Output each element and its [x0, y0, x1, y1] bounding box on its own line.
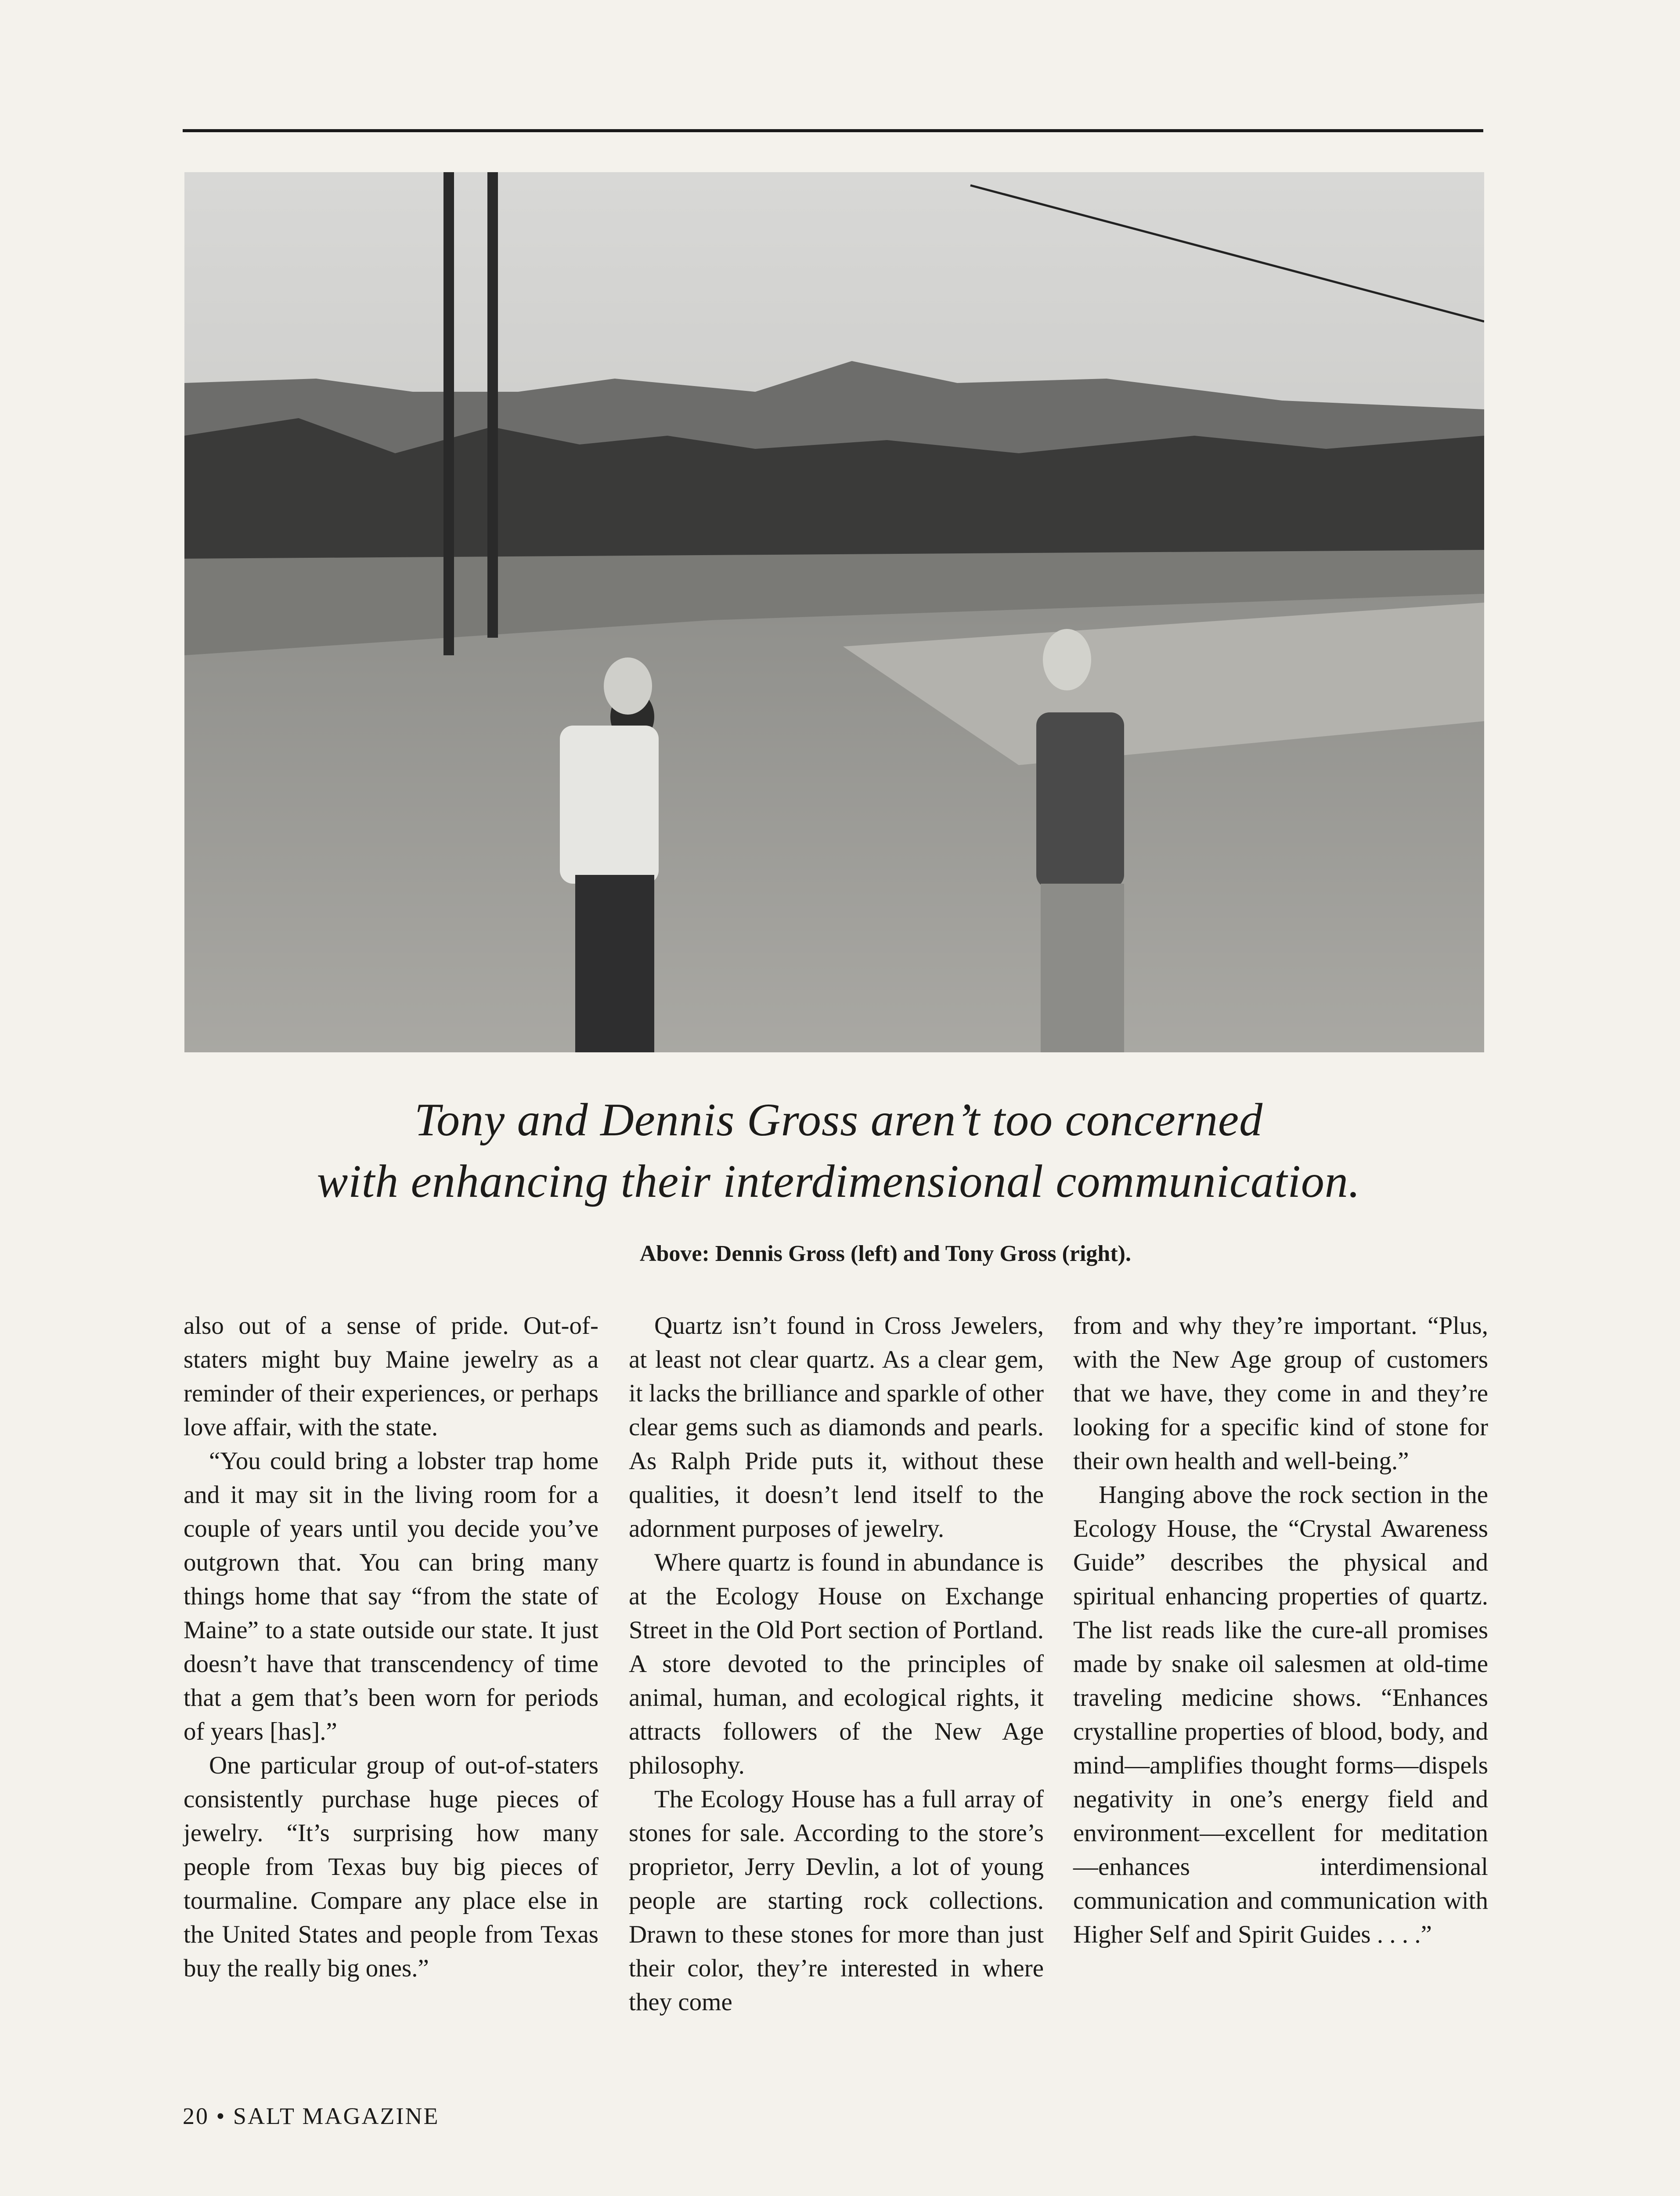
paragraph: Quartz isn’t found in Cross Jewelers, at least not clear quartz. As a clear gem, it lacks the brilliance and sparkle of other clear gems such as diamonds and pearls. As Ralph Pride puts it, without these qualities, it doesn’t lend itself to the adornment purposes of jewelry.	[629, 1312, 1044, 1542]
text-column-2	[629, 1309, 1044, 2019]
headline-line-1: Tony and Dennis Gross aren’t too concerned	[414, 1094, 1263, 1145]
photo-caption: Above: Dennis Gross (left) and Tony Gross (right).	[639, 1241, 1131, 1266]
text-column-1	[184, 1309, 598, 1985]
paragraph: The Ecology House has a full array of stones for sale. According to the store’s proprietor, Jerry Devlin, a lot of young people are starting rock collections. Drawn to these stones for more than just their color, they’re interested in where they come	[629, 1785, 1044, 2016]
text-column-3	[1073, 1309, 1488, 1951]
headline-line-2: with enhancing their interdimensional communication.	[317, 1156, 1361, 1207]
paragraph: Where quartz is found in abundance is at the Ecology House on Exchange Street in the Old Port section of Portland. A store devoted to the principles of animal, human, and ecological rights, it attracts followers of the New Age philosophy.	[629, 1549, 1044, 1779]
article-photo	[184, 172, 1484, 1052]
page-folio: 20 • SALT MAGAZINE	[183, 2103, 440, 2129]
paragraph: also out of a sense of pride. Out-of-staters might buy Maine jewelry as a reminder of their experiences, or perhaps love affair, with the state.	[184, 1312, 598, 1441]
paragraph: from and why they’re important. “Plus, with the New Age group of customers that we have, they come in and they’re looking for a specific kind of stone for their own health and well-being.”	[1073, 1312, 1488, 1475]
article-headline	[176, 1089, 1502, 1212]
paragraph: Hanging above the rock section in the Ecology House, the “Crystal Awareness Guide” describes the physical and spiritual enhancing properties of quartz. The list reads like the cure-all promises made by snake oil salesmen at old-time traveling medicine shows. “Enhances crystalline properties of blood, body, and mind—amplifies thought forms—dispels negativity in one’s energy field and environment—excellent for meditation—enhances interdimensional communication and communication with Higher Self and Spirit Guides . . . .”	[1073, 1481, 1488, 1948]
paragraph: “You could bring a lobster trap home and it may sit in the living room for a couple of years until you decide you’ve outgrown that. You can bring many things home that say “from the state of Maine” to a state outside our state. It just doesn’t have that transcendency of time that a gem that’s been worn for periods of years [has].”	[184, 1447, 598, 1745]
top-rule	[183, 129, 1483, 132]
paragraph: One particular group of out-of-staters consistently purchase huge pieces of jewelry. “It’s surprising how many people from Texas buy big pieces of tourmaline. Compare any place else in the United States and people from Texas buy the really big ones.”	[184, 1752, 598, 1982]
